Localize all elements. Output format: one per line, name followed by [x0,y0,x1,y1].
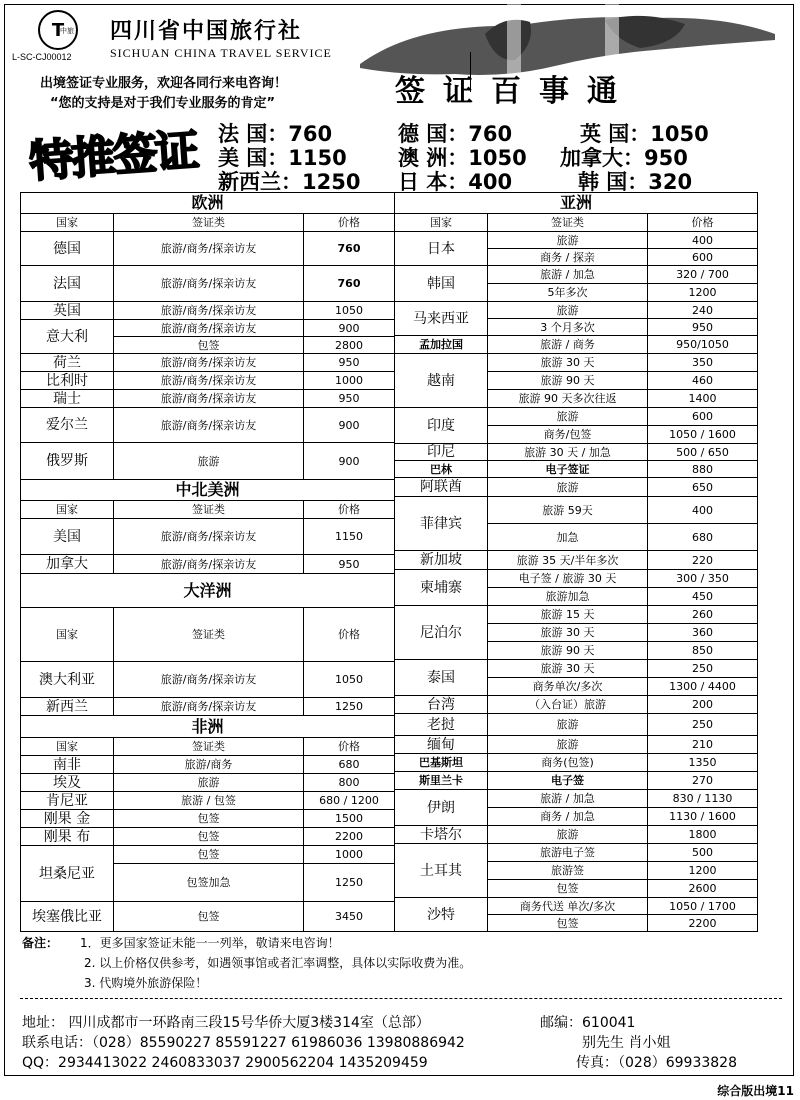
table-row: 缅甸 旅游 210 [395,736,758,754]
column-header: 价格 [304,214,395,232]
qq-numbers: QQ：2934413022 2460833037 2900562204 1435209459 [22,1055,428,1071]
table-row: 加拿大 旅游/商务/探亲访友 950 [21,555,395,574]
table-row: 菲律宾 旅游 59天 400 [395,497,758,524]
table-row: 爱尔兰 旅游/商务/探亲访友 900 [21,408,395,443]
column-header: 签证类 [114,214,304,232]
column-header: 签证类 [114,608,304,662]
table-row: 荷兰 旅游/商务/探亲访友 950 [21,354,395,372]
table-row: 旅游加急 450 [395,588,758,606]
table-row: 瑞士 旅游/商务/探亲访友 950 [21,390,395,408]
notes-section [22,934,782,996]
note-item: 2. 以上价格仅供参考，如遇领事馆或者汇率调整，具体以实际收费为准。 [84,956,472,970]
table-row: 德国 旅游/商务/探亲访友 760 [21,232,395,266]
table-row: 比利时 旅游/商务/探亲访友 1000 [21,372,395,390]
postcode: 邮编：610041 [540,1015,636,1031]
company-logo: T [38,10,78,50]
table-row: 南非 旅游/商务 680 [21,756,395,774]
column-header: 国家 [21,738,114,756]
license-number: L-SC-CJ00012 [12,52,72,62]
brand-name-en: SICHUAN CHINA TRAVEL SERVICE [110,46,332,60]
slogan-line-2: “您的支持是对于我们专业服务的肯定” [50,96,276,111]
table-row: 旅游签 1200 [395,862,758,880]
table-row: 马来西亚 旅游 240 [395,302,758,319]
table-row: 3 个月多次 950 [395,319,758,336]
column-header: 价格 [648,214,758,232]
tagline: 签证百事通 [395,74,635,109]
table-row: 刚果 金 包签 1500 [21,810,395,828]
column-header: 国家 [395,214,488,232]
column-header: 价格 [304,608,395,662]
table-row: 肯尼亚 旅游 / 包签 680 / 1200 [21,792,395,810]
fax-number: 传真：（028）69933828 [576,1055,737,1071]
section-title-europe: 欧洲 [21,193,395,214]
table-row: 尼泊尔 旅游 15 天 260 [395,606,758,624]
column-header: 价格 [304,738,395,756]
special-price: 澳 洲：1050 [398,146,527,170]
special-visa-title: 特推签证 [27,125,199,188]
column-header: 签证类 [488,214,648,232]
table-row: 斯里兰卡 电子签 270 [395,772,758,790]
table-row: 美国 旅游/商务/探亲访友 1150 [21,519,395,555]
section-title-asia: 亚洲 [395,193,758,214]
table-row: 坦桑尼亚 包签 1000 [21,846,395,864]
column-header: 签证类 [114,501,304,519]
table-row: 日本 旅游 400 [395,232,758,249]
table-row: 意大利 旅游/商务/探亲访友 900 [21,320,395,337]
slogan-line-1: 出境签证专业服务，欢迎各同行来电咨询！ [40,76,288,91]
table-row: 沙特 商务代送 单次/多次 1050 / 1700 [395,898,758,915]
table-row: 商务 / 探亲 600 [395,249,758,266]
table-row: 埃及 旅游 800 [21,774,395,792]
column-header: 国家 [21,608,114,662]
special-price: 法 国：760 [218,122,333,146]
table-row: 巴基斯坦 商务(包签) 1350 [395,754,758,772]
table-row: 澳大利亚 旅游/商务/探亲访友 1050 [21,662,395,698]
column-header: 国家 [21,214,114,232]
special-price: 新西兰：1250 [218,170,361,194]
brand-name-cn: 四川省中国旅行社 [110,19,303,44]
note-item: 1．更多国家签证未能一一列举，敬请来电咨询！ [80,936,340,950]
column-header: 国家 [21,501,114,519]
table-row: 土耳其 旅游电子签 500 [395,844,758,862]
right-price-table [394,192,758,932]
table-row: 包签 2800 [21,337,395,354]
table-row: 旅游 90 天 460 [395,372,758,390]
table-row: 泰国 旅游 30 天 250 [395,660,758,678]
special-price: 英 国：1050 [580,122,709,146]
table-row: 孟加拉国 旅游 / 商务 950/1050 [395,336,758,354]
table-row: 伊朗 旅游 / 加急 830 / 1130 [395,790,758,808]
table-row: 老挝 旅游 250 [395,714,758,736]
table-row: 加急 680 [395,524,758,551]
special-price: 韩 国：320 [578,170,693,194]
special-price: 美 国：1150 [218,146,347,170]
table-row: 5年多次 1200 [395,284,758,302]
table-row: 商务 / 加急 1130 / 1600 [395,808,758,826]
table-row: 新西兰 旅游/商务/探亲访友 1250 [21,698,395,716]
table-row: 刚果 布 包签 2200 [21,828,395,846]
table-row: 英国 旅游/商务/探亲访友 1050 [21,302,395,320]
table-row: 旅游 30 天 360 [395,624,758,642]
table-row: 卡塔尔 旅游 1800 [395,826,758,844]
section-title-north-america: 中北美洲 [21,480,395,501]
table-row: 俄罗斯 旅游 900 [21,443,395,480]
page-label: 综合版出境11 [717,1084,794,1098]
table-row: 旅游 90 天多次往返 1400 [395,390,758,408]
special-price: 德 国：760 [398,122,513,146]
table-row: 印度 旅游 600 [395,408,758,426]
table-row: 法国 旅游/商务/探亲访友 760 [21,266,395,302]
table-row: 台湾 （入台证）旅游 200 [395,696,758,714]
section-title-africa: 非洲 [21,716,395,738]
table-row: 商务单次/多次 1300 / 4400 [395,678,758,696]
footer-divider [20,998,782,999]
table-row: 巴林 电子签证 880 [395,461,758,478]
table-row: 韩国 旅游 / 加急 320 / 700 [395,266,758,284]
table-row: 埃塞俄比亚 包签 3450 [21,902,395,932]
special-price: 加拿大：950 [560,146,688,170]
table-row: 新加坡 旅游 35 天/半年多次 220 [395,551,758,570]
table-row: 商务/包签 1050 / 1600 [395,426,758,444]
notes-title: 备注： [22,936,59,950]
table-row: 阿联酋 旅游 650 [395,478,758,497]
table-row: 印尼 旅游 30 天 / 加急 500 / 650 [395,444,758,461]
note-item: 3. 代购境外旅游保险！ [84,976,208,990]
column-header: 签证类 [114,738,304,756]
column-header: 价格 [304,501,395,519]
table-row: 包签加急 1250 [21,864,395,902]
table-row: 旅游 90 天 850 [395,642,758,660]
address: 地址： 四川成都市一环路南三段15号华侨大厦3楼314室（总部） [22,1015,430,1031]
table-row: 包签 2200 [395,915,758,932]
logo-tag: 中旅 [60,27,74,35]
contact-persons: 别先生 肖小姐 [582,1035,671,1051]
table-row: 越南 旅游 30 天 350 [395,354,758,372]
phone-numbers: 联系电话：（028）85590227 85591227 61986036 13980886942 [22,1035,465,1051]
table-row: 包签 2600 [395,880,758,898]
section-title-oceania: 大洋洲 [21,574,395,608]
table-row: 柬埔寨 电子签 / 旅游 30 天 300 / 350 [395,570,758,588]
left-price-table [20,192,395,932]
special-price: 日 本：400 [398,170,513,194]
